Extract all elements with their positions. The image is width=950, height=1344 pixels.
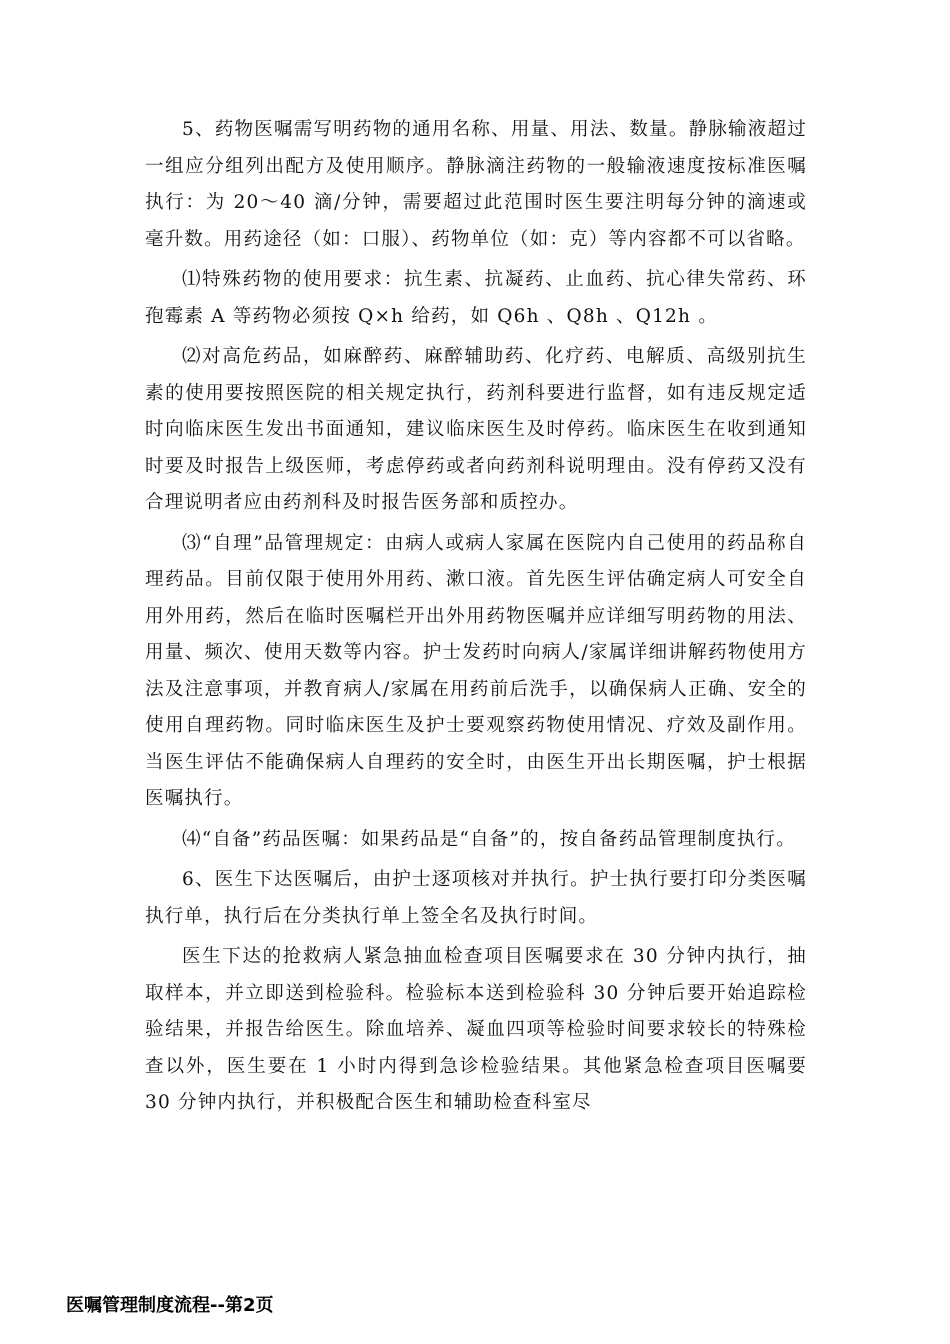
paragraph-drug-orders: 5、药物医嘱需写明药物的通用名称、用量、用法、数量。静脉输液超过一组应分组列出配方及使用顺序。静脉滴注药物的一般输液速度按标准医嘱执行：为 20～40 滴/分钟，需要超过此范围时医生要注明每分钟的滴速或毫升数。用药途径（如：口服）、药物单位（如：克）等内容都不可以省略。 [145, 119, 807, 250]
paragraph-high-risk-drugs: ⑵对高危药品，如麻醉药、麻醉辅助药、化疗药、电解质、高级别抗生素的使用要按照医院的相关规定执行，药剂科要进行监督，如有违反规定适时向临床医生发出书面通知，建议临床医生及时停药。临床医生在收到通知时要及时报告上级医师，考虑停药或者向药剂科说明理由。没有停药又没有合理说明者应由药剂科及时报告医务部和质控办。 [145, 346, 807, 513]
paragraph-special-drugs: ⑴特殊药物的使用要求：抗生素、抗凝药、止血药、抗心律失常药、环孢霉素 A 等药物必须按 Q×h 给药，如 Q6h 、Q8h 、Q12h 。 [145, 269, 807, 327]
paragraph-emergency-tests: 医生下达的抢救病人紧急抽血检查项目医嘱要求在 30 分钟内执行，抽取样本，并立即送到检验科。检验标本送到检验科 30 分钟后要开始追踪检验结果，并报告给医生。除血培养、凝血四项等检验时间要求较长的特殊检查以外，医生要在 1 小时内得到急诊检验结果。其他紧急检查项目医嘱要 30 分钟内执行，并积极配合医生和辅助检查科室尽 [145, 946, 807, 1113]
document-body [145, 112, 807, 1126]
paragraph-nurse-execution: 6、医生下达医嘱后，由护士逐项核对并执行。护士执行要打印分类医嘱执行单，执行后在分类执行单上签全名及执行时间。 [145, 869, 807, 927]
paragraph-self-supplied-drugs: ⑷“自备”药品医嘱：如果药品是“自备”的，按自备药品管理制度执行。 [182, 828, 796, 850]
page-footer: 医嘱管理制度流程--第2页 [66, 1295, 274, 1316]
paragraph-self-managed-drugs: ⑶“自理”品管理规定：由病人或病人家属在医院内自己使用的药品称自理药品。目前仅限于使用外用药、漱口液。首先医生评估确定病人可安全自用外用药，然后在临时医嘱栏开出外用药物医嘱并应详细写明药物的用法、用量、频次、使用天数等内容。护士发药时向病人/家属详细讲解药物使用方法及注意事项，并教育病人/家属在用药前后洗手，以确保病人正确、安全的使用自理药物。同时临床医生及护士要观察药物使用情况、疗效及副作用。当医生评估不能确保病人自理药的安全时，由医生开出长期医嘱，护士根据医嘱执行。 [145, 532, 807, 809]
